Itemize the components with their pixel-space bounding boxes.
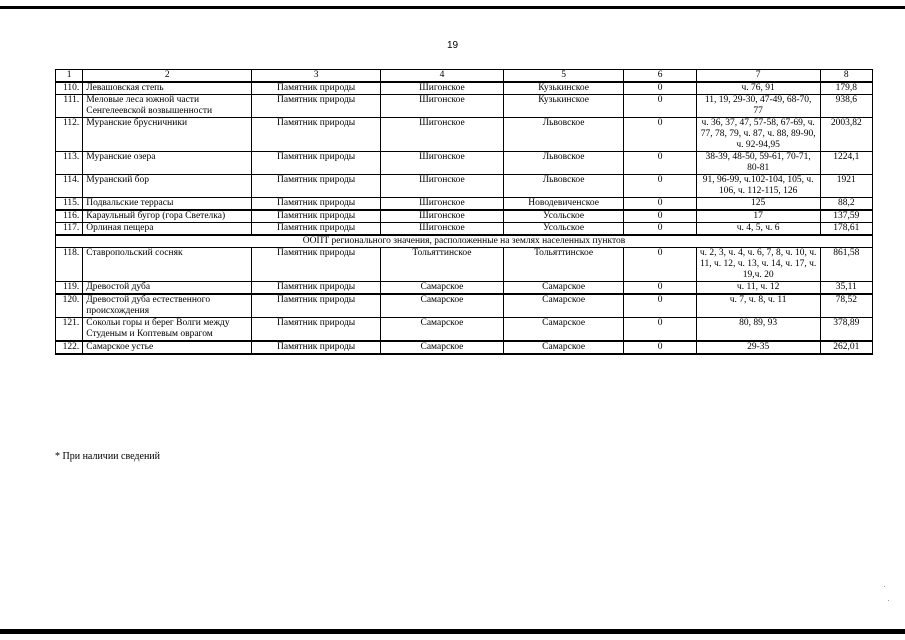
area-value: 178,61 [820, 223, 872, 236]
quarter-numbers: 91, 96-99, ч.102-104, 105, ч. 106, ч. 112-115, 126 [696, 175, 820, 198]
column-6-value: 0 [624, 198, 696, 211]
area-name: Ставропольский сосняк [83, 248, 252, 282]
area-type: Памятник природы [252, 223, 381, 236]
table-row [56, 82, 873, 95]
forestry-district: Шигонское [381, 198, 504, 211]
forestry-locality: Львовское [503, 175, 624, 198]
area-type: Памятник природы [252, 318, 381, 342]
table-row [56, 318, 873, 342]
area-value: 861,58 [820, 248, 872, 282]
forestry-district: Самарское [381, 282, 504, 295]
table-row [56, 248, 873, 282]
forestry-locality: Самарское [503, 341, 624, 354]
column-6-value: 0 [624, 118, 696, 152]
row-number: 117. [56, 223, 83, 236]
column-6-value: 0 [624, 248, 696, 282]
area-type: Памятник природы [252, 282, 381, 295]
forestry-locality: Львовское [503, 118, 624, 152]
area-type: Памятник природы [252, 341, 381, 354]
area-type: Памятник природы [252, 175, 381, 198]
column-6-value: 0 [624, 175, 696, 198]
header-cell: 5 [503, 70, 624, 83]
area-type: Памятник природы [252, 248, 381, 282]
header-cell: 7 [696, 70, 820, 83]
header-cell: 8 [820, 70, 872, 83]
quarter-numbers: ч. 11, ч. 12 [696, 282, 820, 295]
forestry-district: Шигонское [381, 118, 504, 152]
forestry-locality: Усольское [503, 223, 624, 236]
forestry-locality: Самарское [503, 294, 624, 318]
quarter-numbers: 17 [696, 210, 820, 223]
area-type: Памятник природы [252, 95, 381, 118]
forestry-locality: Тольяттинское [503, 248, 624, 282]
column-6-value: 0 [624, 95, 696, 118]
area-type: Памятник природы [252, 118, 381, 152]
forestry-district: Шигонское [381, 82, 504, 95]
area-name: Подвальские террасы [83, 198, 252, 211]
column-6-value: 0 [624, 294, 696, 318]
quarter-numbers: ч. 76, 91 [696, 82, 820, 95]
column-6-value: 0 [624, 152, 696, 175]
column-6-value: 0 [624, 341, 696, 354]
table-row [56, 118, 873, 152]
area-name: Самарское устье [83, 341, 252, 354]
quarter-numbers: 38-39, 48-50, 59-61, 70-71, 80-81 [696, 152, 820, 175]
table-row [56, 223, 873, 236]
area-name: Древостой дуба естественного происхождения [83, 294, 252, 318]
forestry-locality: Новодевиченское [503, 198, 624, 211]
row-number: 121. [56, 318, 83, 342]
area-value: 1921 [820, 175, 872, 198]
row-number: 116. [56, 210, 83, 223]
area-name: Левашовская степь [83, 82, 252, 95]
area-type: Памятник природы [252, 152, 381, 175]
header-cell: 1 [56, 70, 83, 83]
forestry-district: Тольяттинское [381, 248, 504, 282]
column-6-value: 0 [624, 318, 696, 342]
area-value: 179,8 [820, 82, 872, 95]
column-6-value: 0 [624, 223, 696, 236]
area-value: 938,6 [820, 95, 872, 118]
area-value: 378,89 [820, 318, 872, 342]
header-cell: 3 [252, 70, 381, 83]
table-row [56, 210, 873, 223]
area-type: Памятник природы [252, 198, 381, 211]
forestry-district: Шигонское [381, 95, 504, 118]
forestry-district: Шигонское [381, 175, 504, 198]
area-name: Сокольи горы и берег Волги между Студеным и Коптевым оврагом [83, 318, 252, 342]
area-name: Муранские брусничники [83, 118, 252, 152]
area-value: 137,59 [820, 210, 872, 223]
forestry-locality: Львовское [503, 152, 624, 175]
area-name: Орлиная пещера [83, 223, 252, 236]
table-header-row [56, 70, 873, 83]
area-value: 262,01 [820, 341, 872, 354]
forestry-district: Самарское [381, 294, 504, 318]
area-name: Караульный бугор (гора Светелка) [83, 210, 252, 223]
forestry-district: Самарское [381, 341, 504, 354]
row-number: 118. [56, 248, 83, 282]
area-name: Древостой дуба [83, 282, 252, 295]
area-type: Памятник природы [252, 294, 381, 318]
row-number: 115. [56, 198, 83, 211]
forestry-district: Самарское [381, 318, 504, 342]
quarter-numbers: 11, 19, 29-30, 47-49, 68-70, 77 [696, 95, 820, 118]
forestry-district: Шигонское [381, 210, 504, 223]
row-number: 114. [56, 175, 83, 198]
footnote: * При наличии сведений [55, 451, 161, 462]
forestry-locality: Кузькинское [503, 82, 624, 95]
area-name: Муранский бор [83, 175, 252, 198]
scan-speck [884, 586, 885, 587]
page-number: 19 [446, 40, 459, 51]
header-cell: 6 [624, 70, 696, 83]
row-number: 119. [56, 282, 83, 295]
area-name: Меловые леса южной части Сенгелеевской возвышенности [83, 95, 252, 118]
area-type: Памятник природы [252, 82, 381, 95]
row-number: 120. [56, 294, 83, 318]
row-number: 113. [56, 152, 83, 175]
quarter-numbers: ч. 4, 5, ч. 6 [696, 223, 820, 236]
quarter-numbers: ч. 7, ч. 8, ч. 11 [696, 294, 820, 318]
row-number: 110. [56, 82, 83, 95]
table-row [56, 198, 873, 211]
scan-speck [888, 600, 889, 601]
row-number: 122. [56, 341, 83, 354]
quarter-numbers: 29-35 [696, 341, 820, 354]
table-row [56, 294, 873, 318]
quarter-numbers: 125 [696, 198, 820, 211]
area-name: Муранские озера [83, 152, 252, 175]
forestry-locality: Кузькинское [503, 95, 624, 118]
forestry-locality: Усольское [503, 210, 624, 223]
top-border-line [0, 6, 905, 9]
row-number: 111. [56, 95, 83, 118]
quarter-numbers: 80, 89, 93 [696, 318, 820, 342]
forestry-locality: Самарское [503, 282, 624, 295]
table-row [56, 175, 873, 198]
forestry-district: Шигонское [381, 152, 504, 175]
table-row [56, 341, 873, 354]
table-row [56, 282, 873, 295]
area-value: 35,11 [820, 282, 872, 295]
area-value: 78,52 [820, 294, 872, 318]
area-value: 88,2 [820, 198, 872, 211]
forestry-district: Шигонское [381, 223, 504, 236]
header-cell: 2 [83, 70, 252, 83]
column-6-value: 0 [624, 282, 696, 295]
area-value: 1224,1 [820, 152, 872, 175]
table-row [56, 95, 873, 118]
area-value: 2003,82 [820, 118, 872, 152]
protected-areas-table [55, 69, 873, 355]
section-heading-row [56, 235, 873, 248]
column-6-value: 0 [624, 82, 696, 95]
row-number: 112. [56, 118, 83, 152]
quarter-numbers: ч. 2, 3, ч. 4, ч. 6, 7, 8, ч. 10, ч. 11, ч. 12, ч. 13, ч. 14, ч. 17, ч. 19,ч. 20 [696, 248, 820, 282]
forestry-locality: Самарское [503, 318, 624, 342]
section-heading: ООПТ регионального значения, расположенные на землях населенных пунктов [56, 235, 873, 248]
header-cell: 4 [381, 70, 504, 83]
column-6-value: 0 [624, 210, 696, 223]
bottom-border-line [0, 629, 905, 634]
area-type: Памятник природы [252, 210, 381, 223]
quarter-numbers: ч. 36, 37, 47, 57-58, 67-69, ч. 77, 78, 79, ч. 87, ч. 88, 89-90, ч. 92-94,95 [696, 118, 820, 152]
table-row [56, 152, 873, 175]
